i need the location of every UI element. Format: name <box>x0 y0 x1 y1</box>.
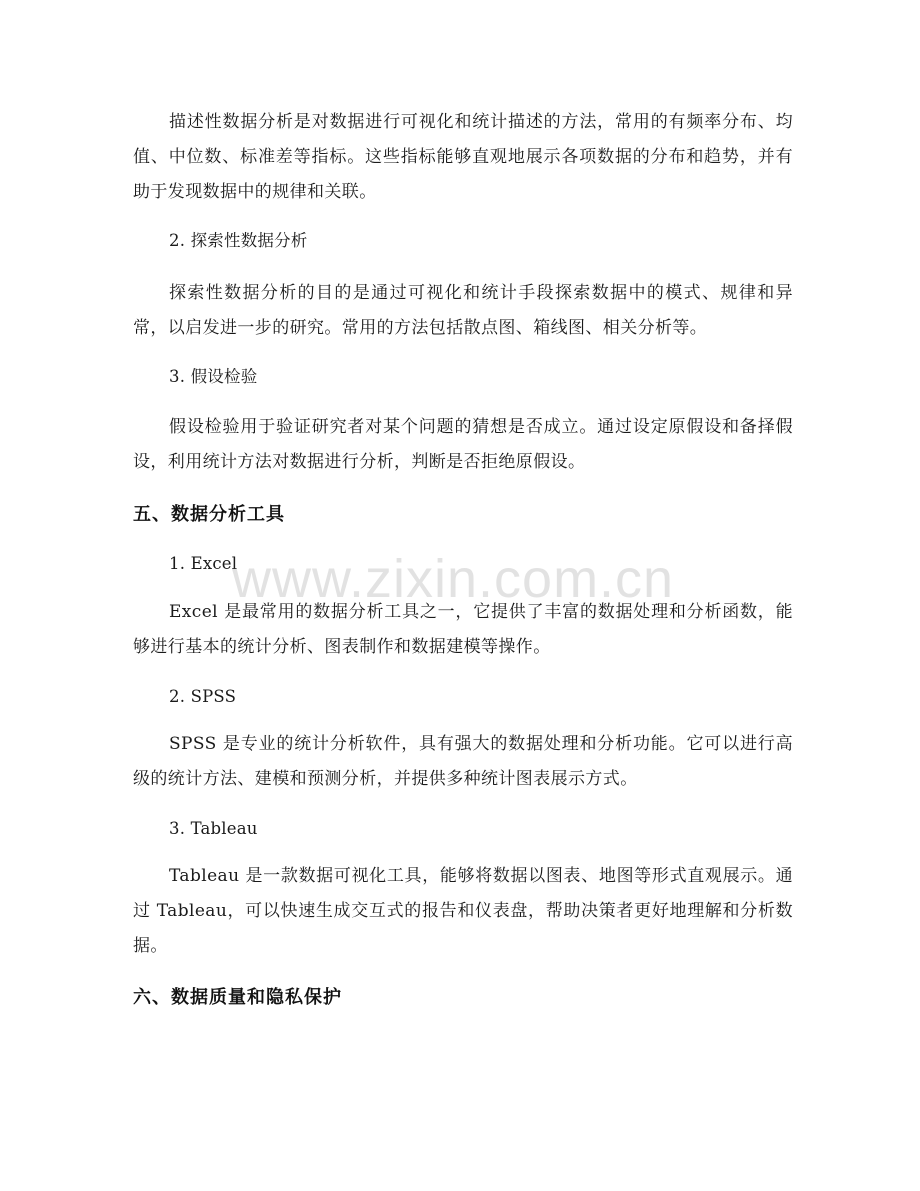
subheading-hypothesis-testing: 3. 假设检验 <box>169 367 258 386</box>
paragraph-tableau: Tableau 是一款数据可视化工具，能够将数据以图表、地图等形式直观展示。通过 Tableau，可以快速生成交互式的报告和仪表盘，帮助决策者更好地理解和分析数据。 <box>133 866 793 956</box>
section-heading-data-analysis-tools: 五、数据分析工具 <box>133 504 285 525</box>
subheading-spss: 2. SPSS <box>169 687 237 706</box>
paragraph-exploratory-analysis: 探索性数据分析的目的是通过可视化和统计手段探索数据中的模式、规律和异常，以启发进一步的研究。常用的方法包括散点图、箱线图、相关分析等。 <box>133 283 793 338</box>
paragraph-hypothesis-testing: 假设检验用于验证研究者对某个问题的猜想是否成立。通过设定原假设和备择假设，利用统计方法对数据进行分析，判断是否拒绝原假设。 <box>133 417 793 472</box>
subheading-exploratory-analysis: 2. 探索性数据分析 <box>169 231 308 250</box>
subheading-tableau: 3. Tableau <box>169 819 258 838</box>
subheading-excel: 1. Excel <box>169 554 238 573</box>
paragraph-excel: Excel 是最常用的数据分析工具之一，它提供了丰富的数据处理和分析函数，能够进行基本的统计分析、图表制作和数据建模等操作。 <box>133 602 793 657</box>
section-heading-data-quality-privacy: 六、数据质量和隐私保护 <box>133 987 342 1008</box>
paragraph-spss: SPSS 是专业的统计分析软件，具有强大的数据处理和分析功能。它可以进行高级的统计方法、建模和预测分析，并提供多种统计图表展示方式。 <box>133 734 793 789</box>
paragraph-descriptive-analysis: 描述性数据分析是对数据进行可视化和统计描述的方法，常用的有频率分布、均值、中位数、标准差等指标。这些指标能够直观地展示各项数据的分布和趋势，并有助于发现数据中的规律和关联。 <box>133 112 793 202</box>
watermark-text: www.zixin.com.cn <box>232 549 675 609</box>
